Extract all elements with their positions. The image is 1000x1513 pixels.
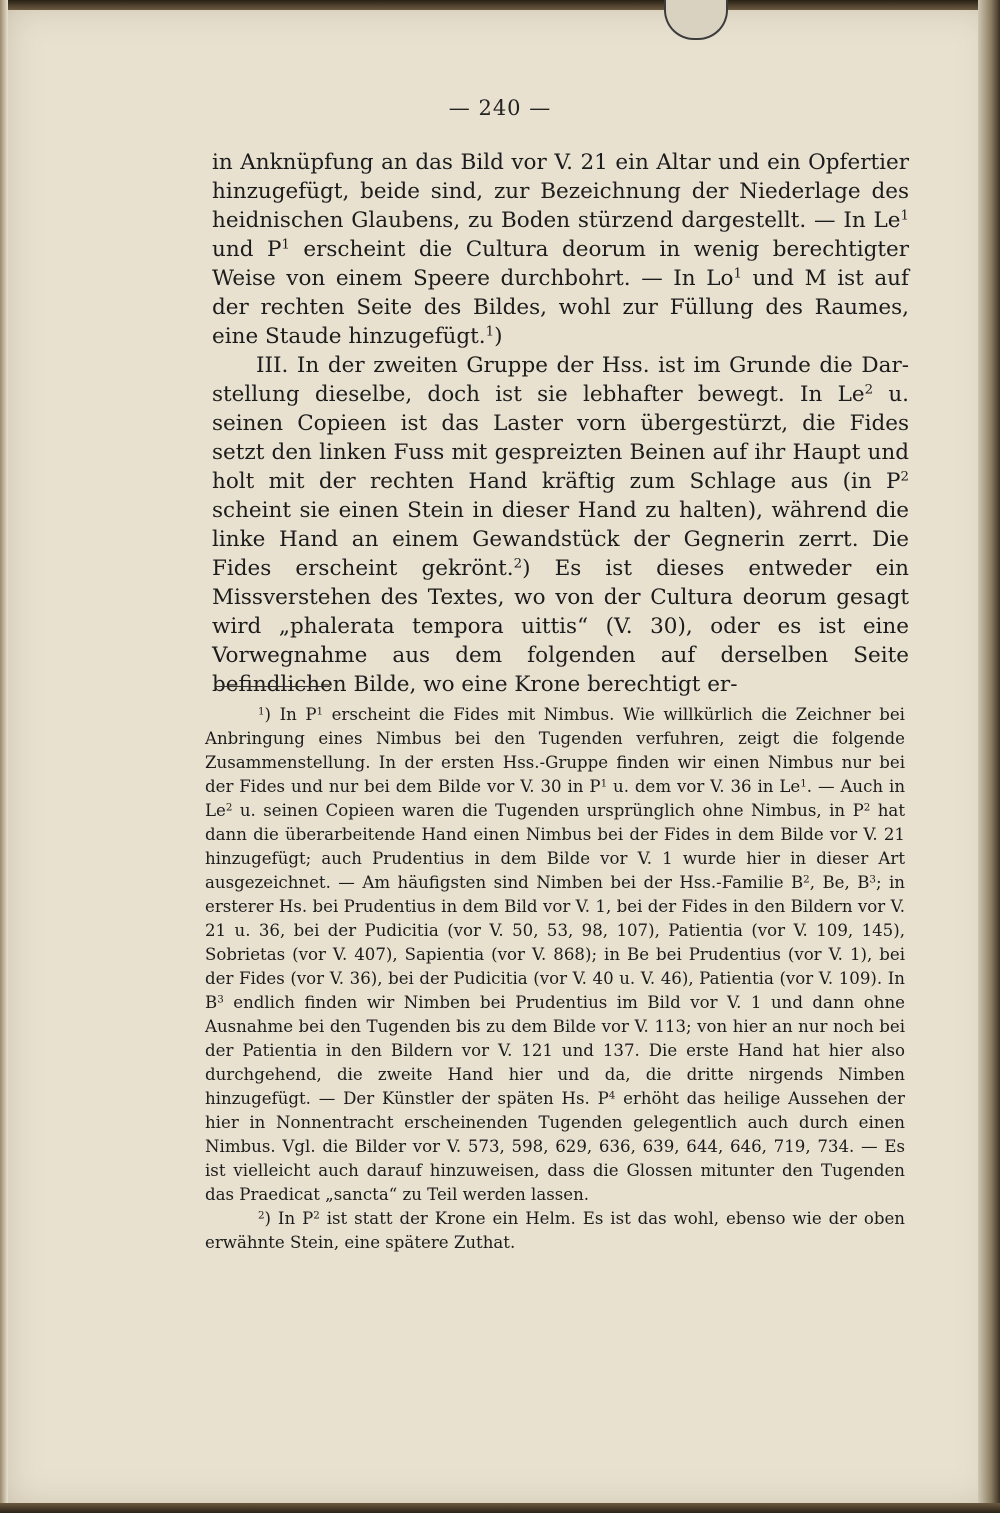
footnote-2: $^2$) In $P^2$ ist statt der Krone ein Helm. Es ist das wohl, ebenso wie der oben erwähnte Stein, eine spätere Zuthat. xyxy=(205,1209,905,1252)
footnote-1: $^1$) In $P^1$ erscheint die Fides mit Nimbus. Wie willkürlich die Zeichner bei Anbringung eines Nimbus bei den Tugenden verfuhren, zeigt die folgende Zusammenstellung. In der ersten Hss.-Gruppe finden wir einen Nimbus nur bei der Fides und nur bei dem Bilde vor V. 30 in $P^1$ u. dem vor V. 36 in Le$^1$. — Auch in Le$^2$ u. seinen Copieen waren die Tugenden ursprünglich ohne Nimbus, in $P^2$ hat dann die überarbeitende Hand einen Nimbus bei der Fides in dem Bilde vor V. 21 hinzugefügt; auch Prudentius in dem Bilde vor V. 1 wurde hier in dieser Art ausgezeichnet. — Am häufigsten sind Nimben bei der Hss.-Familie $B^2$, Be, $B^3$; in ersterer Hs. bei Prudentius in dem Bild vor V. 1, bei der Fides in den Bildern vor V. 21 u. 36, bei der Pudicitia (vor V. 50, 53, 98, 107), Patientia (vor V. 109, 145), Sobrietas (vor V. 407), Sapientia (vor V. 868); in Be bei Prudentius (vor V. 1), bei der Fides (vor V. 36), bei der Pudicitia (vor V. 40 u. V. 46), Patientia (vor V. 109). In $B^3$ endlich finden wir Nimben bei Prudentius im Bild vor V. 1 und dann ohne Ausnahme bei den Tugenden bis zu dem Bilde vor V. 113; von hier an nur noch bei der Patientia in den Bildern vor V. 121 und 137. Die erste Hand hat hier also durchgehend, die zweite Hand hier und da, die dritte nirgends Nimben hinzugefügt. — Der Künstler der späten Hs. $P^4$ erhöht das heilige Aussehen der hier in Nonnentracht erscheinenden Tugenden gelegentlich auch durch einen Nimbus. Vgl. die Bilder vor V. 573, 598, 629, 636, 639, 644, 646, 719, 734. — Es ist vielleicht auch darauf hinzuweisen, dass die Glossen mitunter den Tugenden das Praedicat „sancta“ zu Teil werden lassen. xyxy=(205,705,906,1204)
book-bottom-edge xyxy=(0,1503,1000,1513)
book-right-edge xyxy=(978,0,1000,1513)
footnote-ref-1: 1 xyxy=(485,324,495,340)
paragraph-2: III. In der zweiten Gruppe der Hss. ist im Grunde die Darstellung dieselbe, doch ist sie lebhafter bewegt. In Le$^2$ u. seinen Copieen ist das Laster vorn übergestürzt, die Fides setzt den linken Fuss mit gespreizten Beinen auf ihr Haupt und holt mit der rechten Hand kräftig zum Schlage aus (in $P^2$ scheint sie einen Stein in dieser Hand zu halten), während die linke Hand an einem Gewandstück der Gegnerin zerrt. Die Fides erscheint gekrönt.$^2$) Es ist dieses entweder ein Missverstehen des Textes, wo von der Cultura deorum gesagt wird „phalerata tempora uittis“ (V. 30), oder es ist eine Vorwegnahme aus dem folgenden auf derselben Seite befindlichen Bilde, wo eine Krone berechtigt er- xyxy=(212,353,909,697)
book-top-edge xyxy=(0,0,1000,10)
page-number: — 240 — xyxy=(448,96,552,120)
book-gutter xyxy=(0,0,8,1513)
footnote-separator xyxy=(215,686,330,687)
bookmark-tab xyxy=(664,0,728,40)
paragraph-1: in Anknüpfung an das Bild vor V. 21 ein Altar und ein Opfertier hinzugefügt, beide sind, zur Bezeichnung der Niederlage des heidnischen Glaubens, zu Boden stürzend dargestellt. — In Le$^1$ und $P^1$ erscheint die Cultura deorum in wenig berechtigter Weise von einem Speere durchbohrt. — In Lo$^1$ und M ist auf der rechten Seite des Bildes, wohl zur Füllung des Raumes, eine Staude hinzugefügt.$^1$) xyxy=(212,150,910,349)
footnote-ref-2: 2 xyxy=(513,556,523,572)
footnotes xyxy=(205,703,905,1255)
main-text xyxy=(212,148,909,699)
